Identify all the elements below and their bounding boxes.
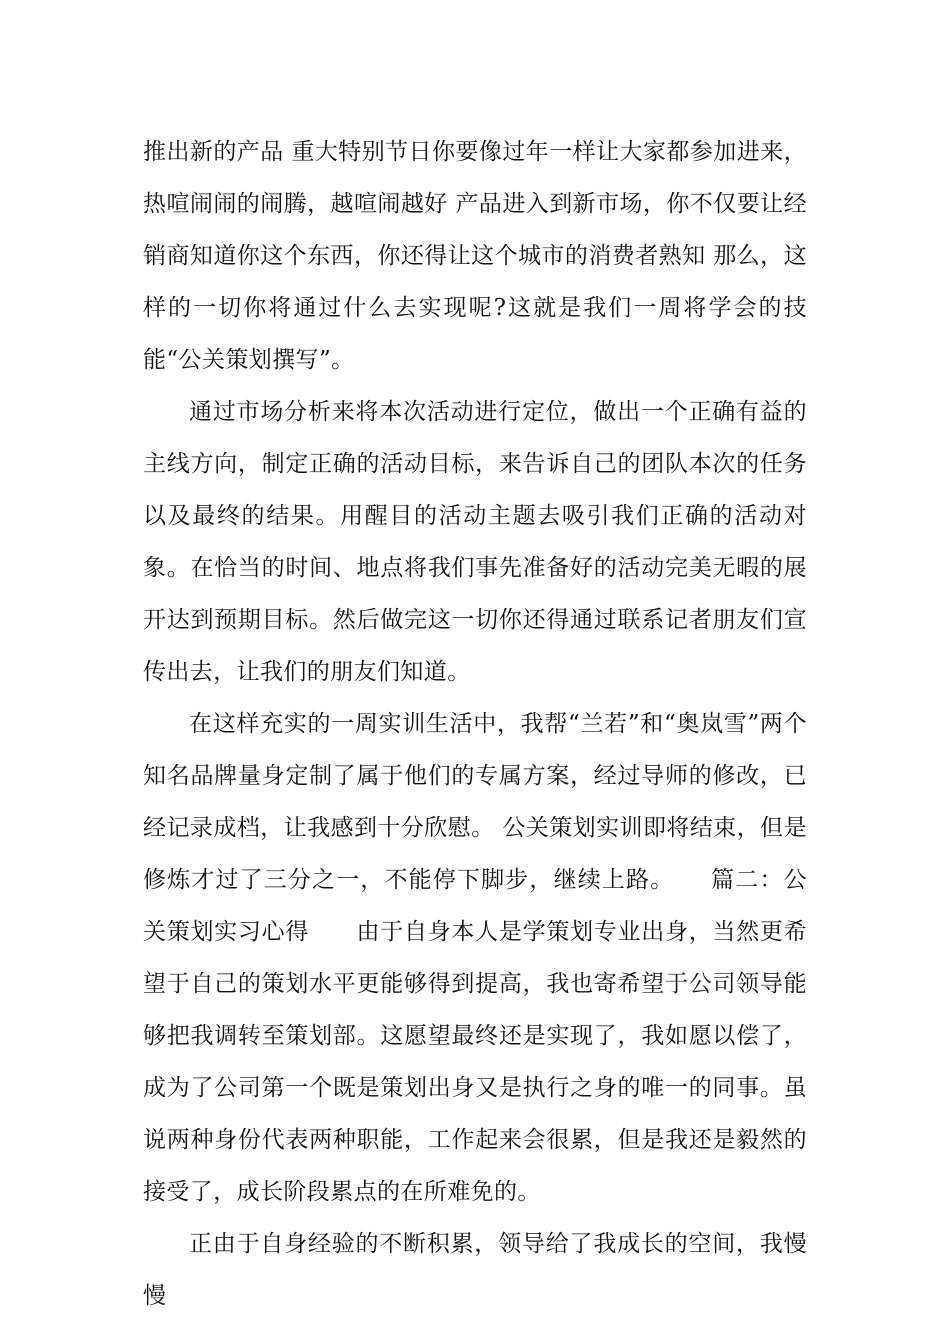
- paragraph-4: 正由于自身经验的不断积累，领导给了我成长的空间，我慢慢: [143, 1231, 807, 1309]
- paragraph-2: 通过市场分析来将本次活动进行定位，做出一个正确有益的主线方向，制定正确的活动目标，来告诉自己的团队本次的任务以及最终的结果。用醒目的活动主题去吸引我们正确的活动对象。在恰当的时间、地点将我们事先准备好的活动完美无暇的展开达到预期目标。然后做完这一切你还得通过联系记者朋友们宣传出去，让我们的朋友们知道。: [143, 399, 807, 685]
- paragraph-3: 在这样充实的一周实训生活中，我帮“兰若”和“奥岚雪”两个知名品牌量身定制了属于他们的专属方案，经过导师的修改，已经记录成档，让我感到十分欣慰。 公关策划实训即将结束，但是修炼才过了三分之一，不能停下脚步，继续上路。 篇二：公关策划实习心得 由于自身本人是学策划专业出身，当然更希望于自己的策划水平更能够得到提高，我也寄希望于公司领导能够把我调转至策划部。这愿望最终还是实现了，我如愿以偿了，成为了公司第一个既是策划出身又是执行之身的唯一的同事。虽说两种身份代表两种职能，工作起来会很累，但是我还是毅然的接受了，成长阶段累点的在所难免的。: [143, 711, 807, 1205]
- document-body: [143, 126, 807, 1322]
- paragraph-1: 推出新的产品 重大特别节日你要像过年一样让大家都参加进来，热喧闹闹的闹腾，越喧闹越好 产品进入到新市场，你不仅要让经销商知道你这个东西，你还得让这个城市的消费者熟知 那么，这样的一切你将通过什么去实现呢?这就是我们一周将学会的技能“公关策划撰写”。: [143, 139, 807, 373]
